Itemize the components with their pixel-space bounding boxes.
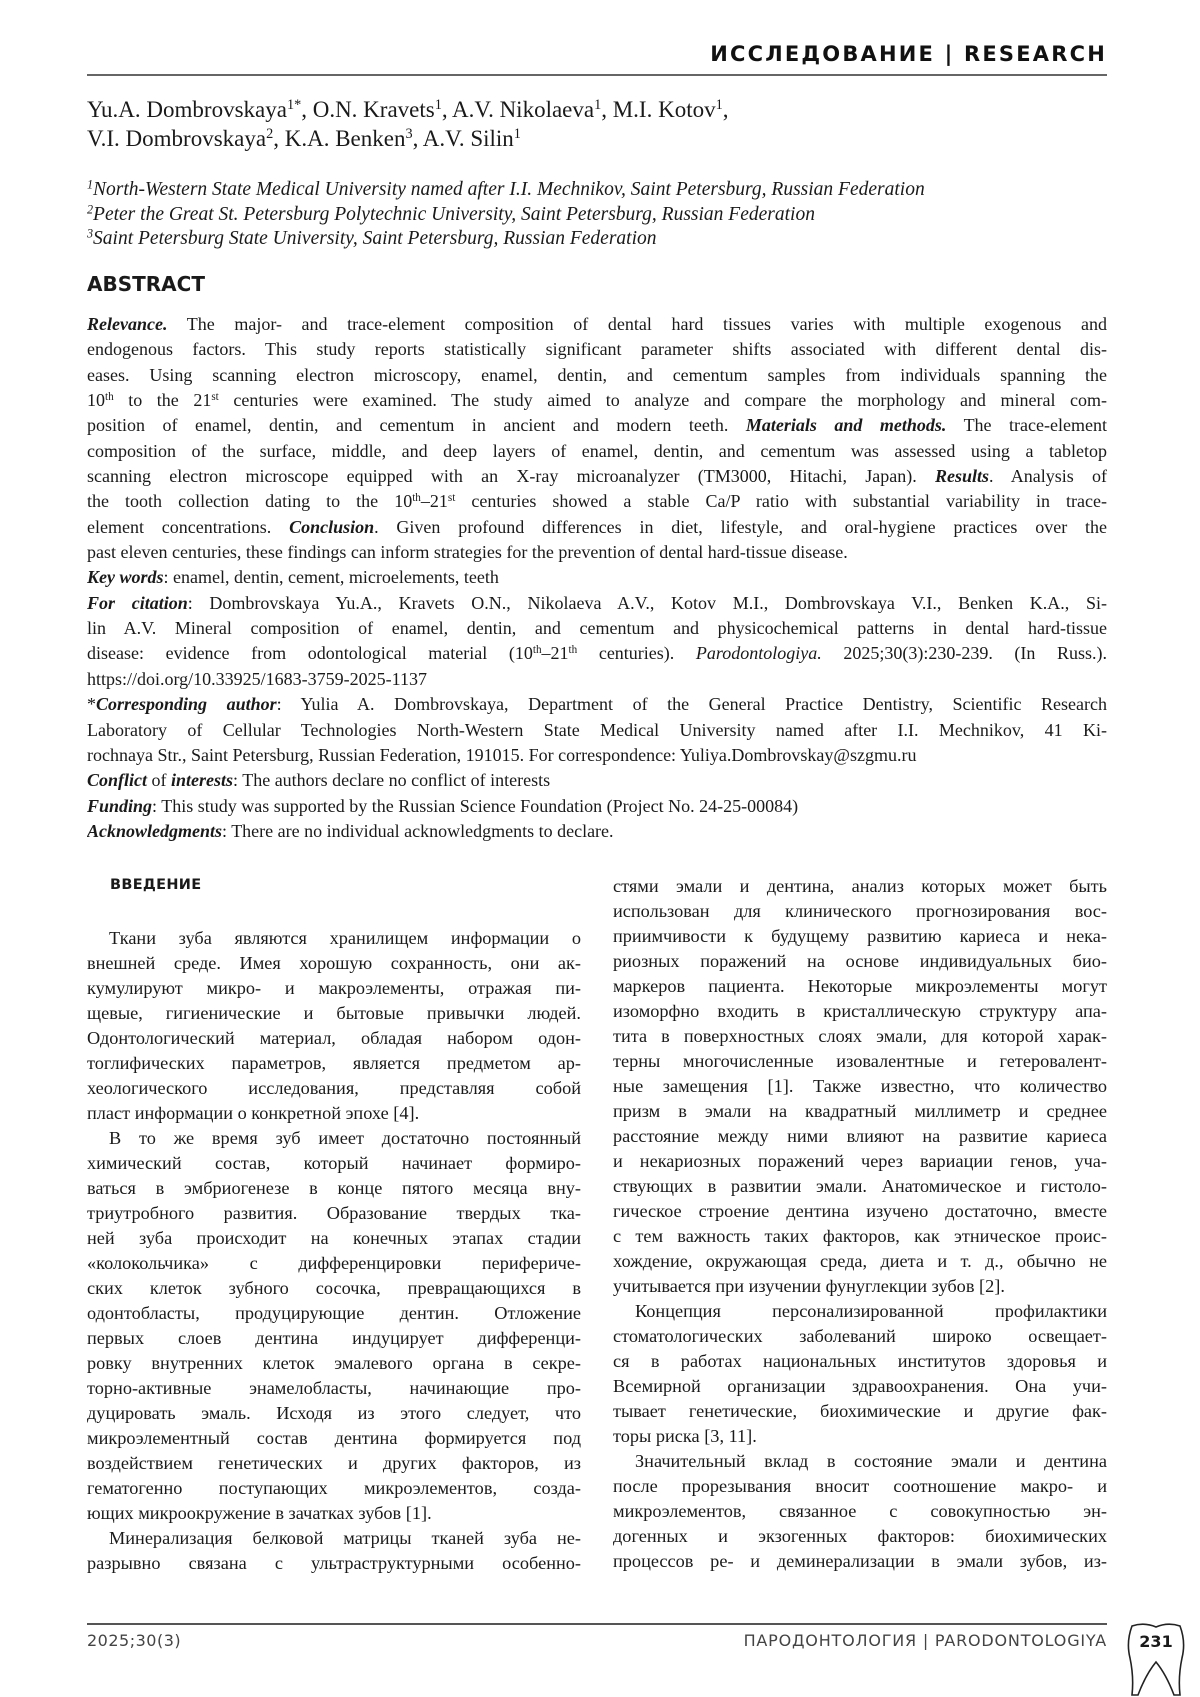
superscript: 2 bbox=[87, 202, 93, 216]
text-line: Всемирной организации здравоохранения. Она учи- bbox=[613, 1374, 1107, 1399]
text-line: терны многочисленные изовалентные и гетеровалент- bbox=[613, 1049, 1107, 1074]
text-line: В то же время зуб имеет достаточно постоянный bbox=[87, 1126, 581, 1151]
text-line: призм в эмали на квадратный миллиметр и среднее bbox=[613, 1099, 1107, 1124]
superscript: th bbox=[412, 492, 421, 504]
text-line: For citation: Dombrovskaya Yu.A., Kravets O.N., Nikolaeva A.V., Kotov M.I., Dombrovskaya V.I., Benken K.A., Si- bbox=[87, 591, 1107, 616]
text-line: Yu.A. Dombrovskaya1*, O.N. Kravets1, A.V. Nikolaeva1, M.I. Kotov1, bbox=[87, 95, 728, 124]
superscript: th bbox=[105, 391, 114, 403]
text-line: торно-активные энамелобласты, начинающие про- bbox=[87, 1376, 581, 1401]
text-line: position of enamel, dentin, and cementum in ancient and modern teeth. Materials and methods. The trace-element bbox=[87, 413, 1107, 438]
text-line: «колокольчика» с дифференцировки перифериче- bbox=[87, 1251, 581, 1276]
paragraph bbox=[87, 312, 1107, 565]
text-line: гическое строение дентина изучено достаточно, вместе bbox=[613, 1199, 1107, 1224]
superscript: st bbox=[211, 391, 218, 403]
text-line: микроэлементов, связанное с совокупностью эн- bbox=[613, 1499, 1107, 1524]
author-list bbox=[87, 95, 728, 153]
paragraph bbox=[87, 819, 1107, 844]
text-line: разрывно связана с ультраструктурными особенно- bbox=[87, 1551, 581, 1576]
text-line: Acknowledgments: There are no individual acknowledgments to declare. bbox=[87, 819, 1107, 844]
text-line: первых слоев дентина индуцирует дифференци- bbox=[87, 1326, 581, 1351]
text-line: стями эмали и дентина, анализ которых может быть bbox=[613, 874, 1107, 899]
text-line: ровку внутренних клеток эмалевого органа в секре- bbox=[87, 1351, 581, 1376]
text-line: V.I. Dombrovskaya2, K.A. Benken3, A.V. Silin1 bbox=[87, 124, 728, 153]
text-line: внешней среде. Имея хорошую сохранность, они ак- bbox=[87, 951, 581, 976]
emphasis: Materials and methods. bbox=[746, 415, 947, 435]
abstract-heading: ABSTRACT bbox=[87, 272, 205, 296]
superscript: th bbox=[533, 644, 542, 656]
emphasis: Conclusion bbox=[289, 517, 374, 537]
text-line: 10th to the 21st centuries were examined. The study aimed to analyze and compare the morphology and mineral com- bbox=[87, 388, 1107, 413]
abstract-body bbox=[87, 312, 1107, 844]
text-line: пласт информации о конкретной эпохе [4]. bbox=[87, 1101, 581, 1126]
emphasis: For citation bbox=[87, 593, 188, 613]
text-line: процессов ре- и деминерализации в эмали зубов, из- bbox=[613, 1549, 1107, 1574]
text-line: ских клеток зубного сосочка, превращающихся в bbox=[87, 1276, 581, 1301]
header-rule bbox=[87, 74, 1107, 76]
superscript: th bbox=[569, 644, 578, 656]
paragraph bbox=[613, 1299, 1107, 1449]
emphasis: Acknowledgments bbox=[87, 821, 222, 841]
text-line: тывает генетические, биохимические и другие фак- bbox=[613, 1399, 1107, 1424]
superscript: 1 bbox=[514, 126, 521, 142]
section-header: ИССЛЕДОВАНИЕ | RESEARCH bbox=[710, 42, 1107, 66]
footer-journal: ПАРОДОНТОЛОГИЯ | PARODONTOLOGIYA bbox=[744, 1631, 1107, 1650]
text-line: риозных поражений на основе индивидуальных био- bbox=[613, 949, 1107, 974]
text-line: ствующих в развитии эмали. Анатомическое и гистоло- bbox=[613, 1174, 1107, 1199]
paragraph bbox=[87, 1526, 581, 1576]
text-line: одонтобласты, продуцирующие дентин. Отложение bbox=[87, 1301, 581, 1326]
text-line: eases. Using scanning electron microscopy, enamel, dentin, and cementum samples from individuals spanning the bbox=[87, 363, 1107, 388]
text-line: Минерализация белковой матрицы тканей зуба не- bbox=[87, 1526, 581, 1551]
emphasis: Funding bbox=[87, 796, 152, 816]
paragraph bbox=[87, 768, 1107, 793]
text-line: Концепция персонализированной профилактики bbox=[613, 1299, 1107, 1324]
text-line: element concentrations. Conclusion. Given profound differences in diet, lifestyle, and oral-hygiene practices over the bbox=[87, 515, 1107, 540]
superscript: 1 bbox=[87, 177, 93, 191]
text-line: ваться в эмбриогенезе в конце пятого месяца вну- bbox=[87, 1176, 581, 1201]
emphasis: interests bbox=[171, 770, 233, 790]
text-line: endogenous factors. This study reports statistically significant parameter shifts associated with different dental dis- bbox=[87, 337, 1107, 362]
text-line: ся в работах национальных институтов здоровья и bbox=[613, 1349, 1107, 1374]
footer-rule bbox=[87, 1623, 1107, 1625]
page-number: 231 bbox=[1124, 1632, 1188, 1651]
emphasis: Parodontologiya. bbox=[696, 643, 822, 663]
text-line: маркеров пациента. Некоторые микроэлементы могут bbox=[613, 974, 1107, 999]
text-line: rochnaya Str., Saint Petersburg, Russian Federation, 191015. For correspondence: Yuliya.Dombrovskay@szgmu.ru bbox=[87, 743, 1107, 768]
section-heading-introduction: ВВЕДЕНИЕ bbox=[110, 877, 201, 893]
text-line: и некариозных поражений через вариации генов, уча- bbox=[613, 1149, 1107, 1174]
text-line: триутробного развития. Образование твердых тка- bbox=[87, 1201, 581, 1226]
emphasis: Results bbox=[935, 466, 989, 486]
left-column bbox=[87, 926, 581, 1576]
text-line: disease: evidence from odontological material (10th–21th centuries). Parodontologiya. 2025;30(3):230-239. (In Russ.). bbox=[87, 641, 1107, 666]
text-line: приимчивости к будущему развитию кариеса и нека- bbox=[613, 924, 1107, 949]
paragraph bbox=[87, 591, 1107, 692]
emphasis: Corresponding author bbox=[96, 694, 277, 714]
superscript: 1 bbox=[435, 97, 442, 113]
text-line: щевые, гигиенические и бытовые привычки людей. bbox=[87, 1001, 581, 1026]
text-line: Funding: This study was supported by the Russian Science Foundation (Project No. 24-25-00084) bbox=[87, 794, 1107, 819]
paragraph bbox=[87, 926, 581, 1126]
text-line: хождение, окружающая среда, диета и т. д., обычно не bbox=[613, 1249, 1107, 1274]
text-line: тоглифических параметров, является предметом ар- bbox=[87, 1051, 581, 1076]
paragraph bbox=[613, 1449, 1107, 1574]
text-line: 3Saint Petersburg State University, Saint Petersburg, Russian Federation bbox=[87, 227, 925, 252]
superscript: st bbox=[448, 492, 455, 504]
text-line: кумулируют микро- и макроэлементы, отражая пи- bbox=[87, 976, 581, 1001]
superscript: 1 bbox=[594, 97, 601, 113]
text-line: гематогенно поступающих микроэлементов, созда- bbox=[87, 1476, 581, 1501]
text-line: ные замещения [1]. Также известно, что количество bbox=[613, 1074, 1107, 1099]
text-line: Key words: enamel, dentin, cement, microelements, teeth bbox=[87, 565, 1107, 590]
text-line: scanning electron microscope equipped with an X-ray microanalyzer (TM3000, Hitachi, Japan). Results. Analysis of bbox=[87, 464, 1107, 489]
text-line: тита в поверхностных слоях эмали, для которой харак- bbox=[613, 1024, 1107, 1049]
text-line: Laboratory of Cellular Technologies North-Western State Medical University named after I.I. Mechnikov, 41 Ki- bbox=[87, 718, 1107, 743]
affiliations bbox=[87, 178, 925, 252]
text-line: использован для клинического прогнозирования вос- bbox=[613, 899, 1107, 924]
text-line: торы риска [3, 11]. bbox=[613, 1424, 1107, 1449]
text-line: воздействием генетических и других факторов, из bbox=[87, 1451, 581, 1476]
emphasis: Key words bbox=[87, 567, 164, 587]
superscript: 2 bbox=[266, 126, 273, 142]
superscript: 3 bbox=[87, 226, 93, 240]
text-line: изоморфно входить в кристаллическую структуру апа- bbox=[613, 999, 1107, 1024]
right-column bbox=[613, 874, 1107, 1574]
text-line: 2Peter the Great St. Petersburg Polytechnic University, Saint Petersburg, Russian Federation bbox=[87, 203, 925, 228]
text-line: микроэлементный состав дентина формируется под bbox=[87, 1426, 581, 1451]
text-line: past eleven centuries, these findings can inform strategies for the prevention of dental hard-tissue disease. bbox=[87, 540, 1107, 565]
emphasis: Relevance. bbox=[87, 314, 167, 334]
text-line: ющих микроокружение в зачатках зубов [1]. bbox=[87, 1501, 581, 1526]
text-line: Relevance. The major- and trace-element composition of dental hard tissues varies with multiple exogenous and bbox=[87, 312, 1107, 337]
emphasis: Conflict bbox=[87, 770, 147, 790]
text-line: the tooth collection dating to the 10th–21st centuries showed a stable Ca/P ratio with substantial variability in trace- bbox=[87, 489, 1107, 514]
paragraph bbox=[87, 794, 1107, 819]
paragraph bbox=[613, 874, 1107, 1299]
paragraph bbox=[87, 692, 1107, 768]
text-line: *Corresponding author: Yulia A. Dombrovskaya, Department of the General Practice Dentistry, Scientific Research bbox=[87, 692, 1107, 717]
text-line: Значительный вклад в состояние эмали и дентина bbox=[613, 1449, 1107, 1474]
text-line: расстояние между ними влияют на развитие кариеса bbox=[613, 1124, 1107, 1149]
paragraph bbox=[87, 565, 1107, 590]
text-line: учитывается при изучении фунуглекции зубов [2]. bbox=[613, 1274, 1107, 1299]
text-line: химический состав, который начинает формиро- bbox=[87, 1151, 581, 1176]
text-line: Ткани зуба являются хранилищем информации о bbox=[87, 926, 581, 951]
text-line: 1North-Western State Medical University named after I.I. Mechnikov, Saint Petersburg, Russian Federation bbox=[87, 178, 925, 203]
text-line: https://doi.org/10.33925/1683-3759-2025-1137 bbox=[87, 667, 1107, 692]
superscript: 1* bbox=[287, 97, 301, 113]
text-line: composition of the surface, middle, and deep layers of enamel, dentin, and cementum was assessed using a tabletop bbox=[87, 439, 1107, 464]
text-line: догенных и экзогенных факторов: биохимических bbox=[613, 1524, 1107, 1549]
text-line: с тем важность таких факторов, как этническое проис- bbox=[613, 1224, 1107, 1249]
superscript: 1 bbox=[716, 97, 723, 113]
text-line: Одонтологический материал, обладая набором одон- bbox=[87, 1026, 581, 1051]
text-line: ней зуба происходит на конечных этапах стадии bbox=[87, 1226, 581, 1251]
footer-issue: 2025;30(3) bbox=[87, 1631, 181, 1650]
text-line: стоматологических заболеваний широко освещает- bbox=[613, 1324, 1107, 1349]
text-line: дуцировать эмаль. Исходя из этого следует, что bbox=[87, 1401, 581, 1426]
superscript: 3 bbox=[405, 126, 412, 142]
paragraph bbox=[87, 1126, 581, 1526]
text-line: Conflict of interests: The authors declare no conflict of interests bbox=[87, 768, 1107, 793]
text-line: хеологического исследования, представляя собой bbox=[87, 1076, 581, 1101]
text-line: lin A.V. Mineral composition of enamel, dentin, and cementum and physicochemical patterns in dental hard-tissue bbox=[87, 616, 1107, 641]
text-line: после прорезывания вносит соотношение макро- и bbox=[613, 1474, 1107, 1499]
